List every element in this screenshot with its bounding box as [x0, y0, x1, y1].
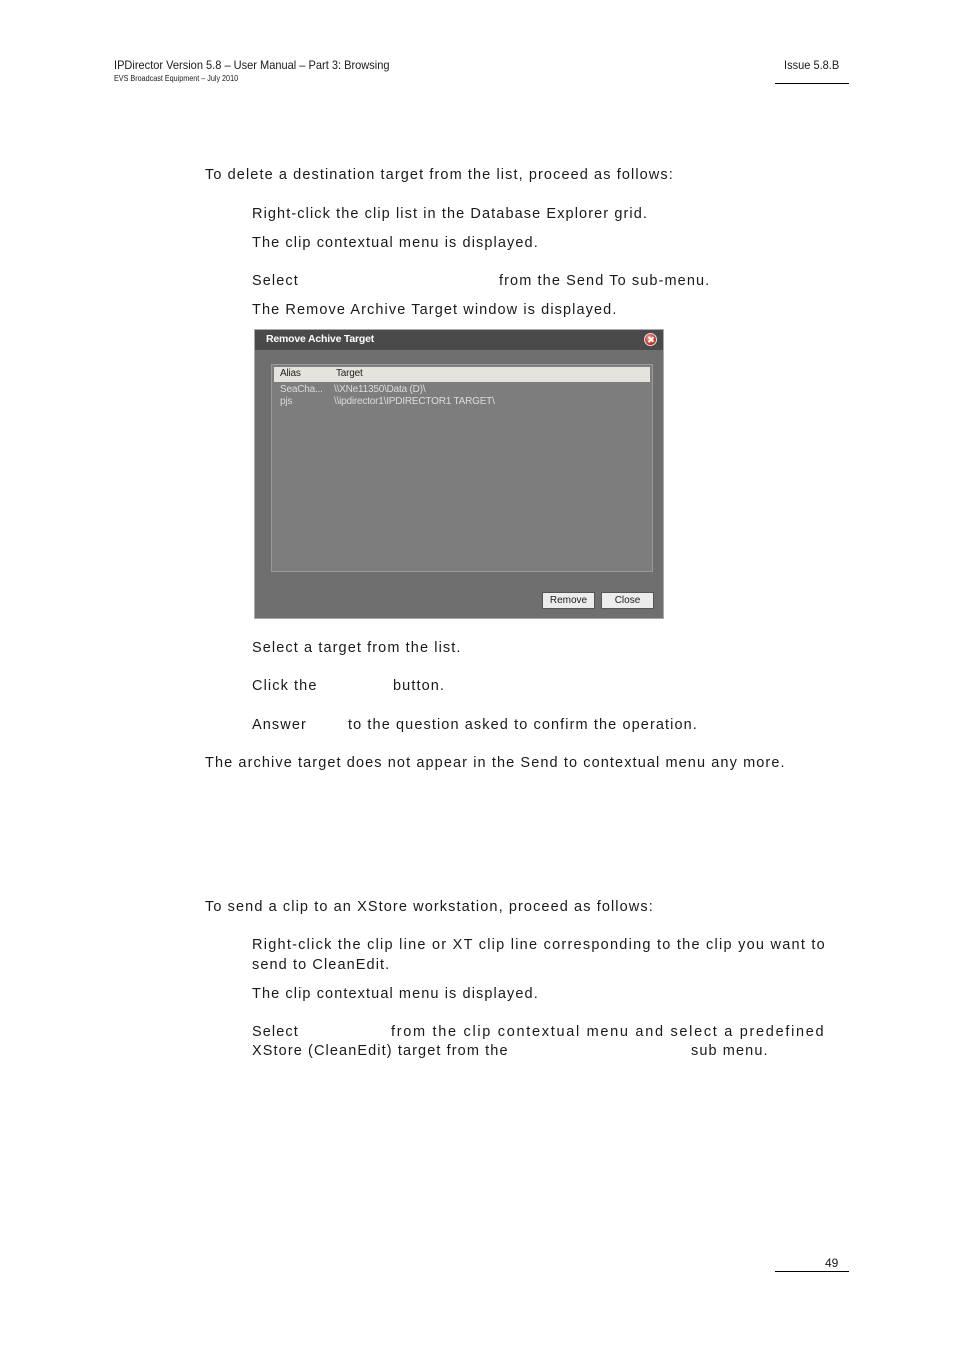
section1-step2-suffix: from the Send To sub-menu.	[499, 273, 711, 289]
column-header-target: Target	[336, 368, 363, 379]
footer-rule	[775, 1271, 849, 1272]
close-icon[interactable]	[644, 333, 657, 346]
section2-step1-line2: send to CleanEdit.	[252, 957, 391, 973]
header-subtitle: EVS Broadcast Equipment – July 2010	[114, 74, 239, 83]
dialog-title: Remove Achive Target	[266, 333, 375, 345]
section2-step2-line2-prefix: XStore (CleanEdit) target from the	[252, 1043, 509, 1059]
section1-step4-suffix: button.	[393, 678, 446, 694]
section1-step1: Right-click the clip list in the Database Explorer grid.	[252, 206, 649, 222]
list-item-alias: pjs	[280, 396, 293, 407]
page-number: 49	[825, 1256, 839, 1270]
section2-step2-prefix: Select	[252, 1024, 299, 1040]
section1-step1-result: The clip contextual menu is displayed.	[252, 235, 539, 251]
section1-step5-prefix: Answer	[252, 717, 307, 733]
dialog-title-bar	[255, 330, 663, 350]
section2-step1-line1: Right-click the clip line or XT clip line corresponding to the clip you want to	[252, 937, 826, 953]
section1-intro: To delete a destination target from the list, proceed as follows:	[205, 167, 674, 183]
close-button[interactable]: Close	[601, 592, 654, 609]
section1-step2-result: The Remove Archive Target window is displayed.	[252, 302, 618, 318]
target-list[interactable]	[271, 364, 653, 572]
list-header	[274, 367, 650, 382]
section2-step1-result: The clip contextual menu is displayed.	[252, 986, 539, 1002]
list-item-target: \\XNe11350\Data (D)\	[334, 384, 426, 395]
column-header-alias: Alias	[280, 368, 301, 379]
header-issue: Issue 5.8.B	[784, 58, 840, 72]
section1-step2-prefix: Select	[252, 273, 299, 289]
section1-step4-prefix: Click the	[252, 678, 318, 694]
section1-step5-suffix: to the question asked to confirm the operation.	[348, 717, 698, 733]
list-item-alias: SeaCha...	[280, 384, 323, 395]
section2-step2-line2-suffix: sub menu.	[691, 1043, 769, 1059]
remove-button[interactable]: Remove	[542, 592, 595, 609]
list-item-target: \\ipdirector1\IPDIRECTOR1 TARGET\	[334, 396, 495, 407]
section2-intro: To send a clip to an XStore workstation, proceed as follows:	[205, 899, 654, 915]
section1-step3: Select a target from the list.	[252, 640, 462, 656]
header-rule	[775, 83, 849, 84]
section2-step2-suffix: from the clip contextual menu and select a predefined	[391, 1024, 826, 1040]
remove-archive-target-dialog	[254, 329, 664, 619]
section1-conclusion: The archive target does not appear in the Send to contextual menu any more.	[205, 755, 786, 771]
header-title: IPDirector Version 5.8 – User Manual – Part 3: Browsing	[114, 58, 390, 72]
